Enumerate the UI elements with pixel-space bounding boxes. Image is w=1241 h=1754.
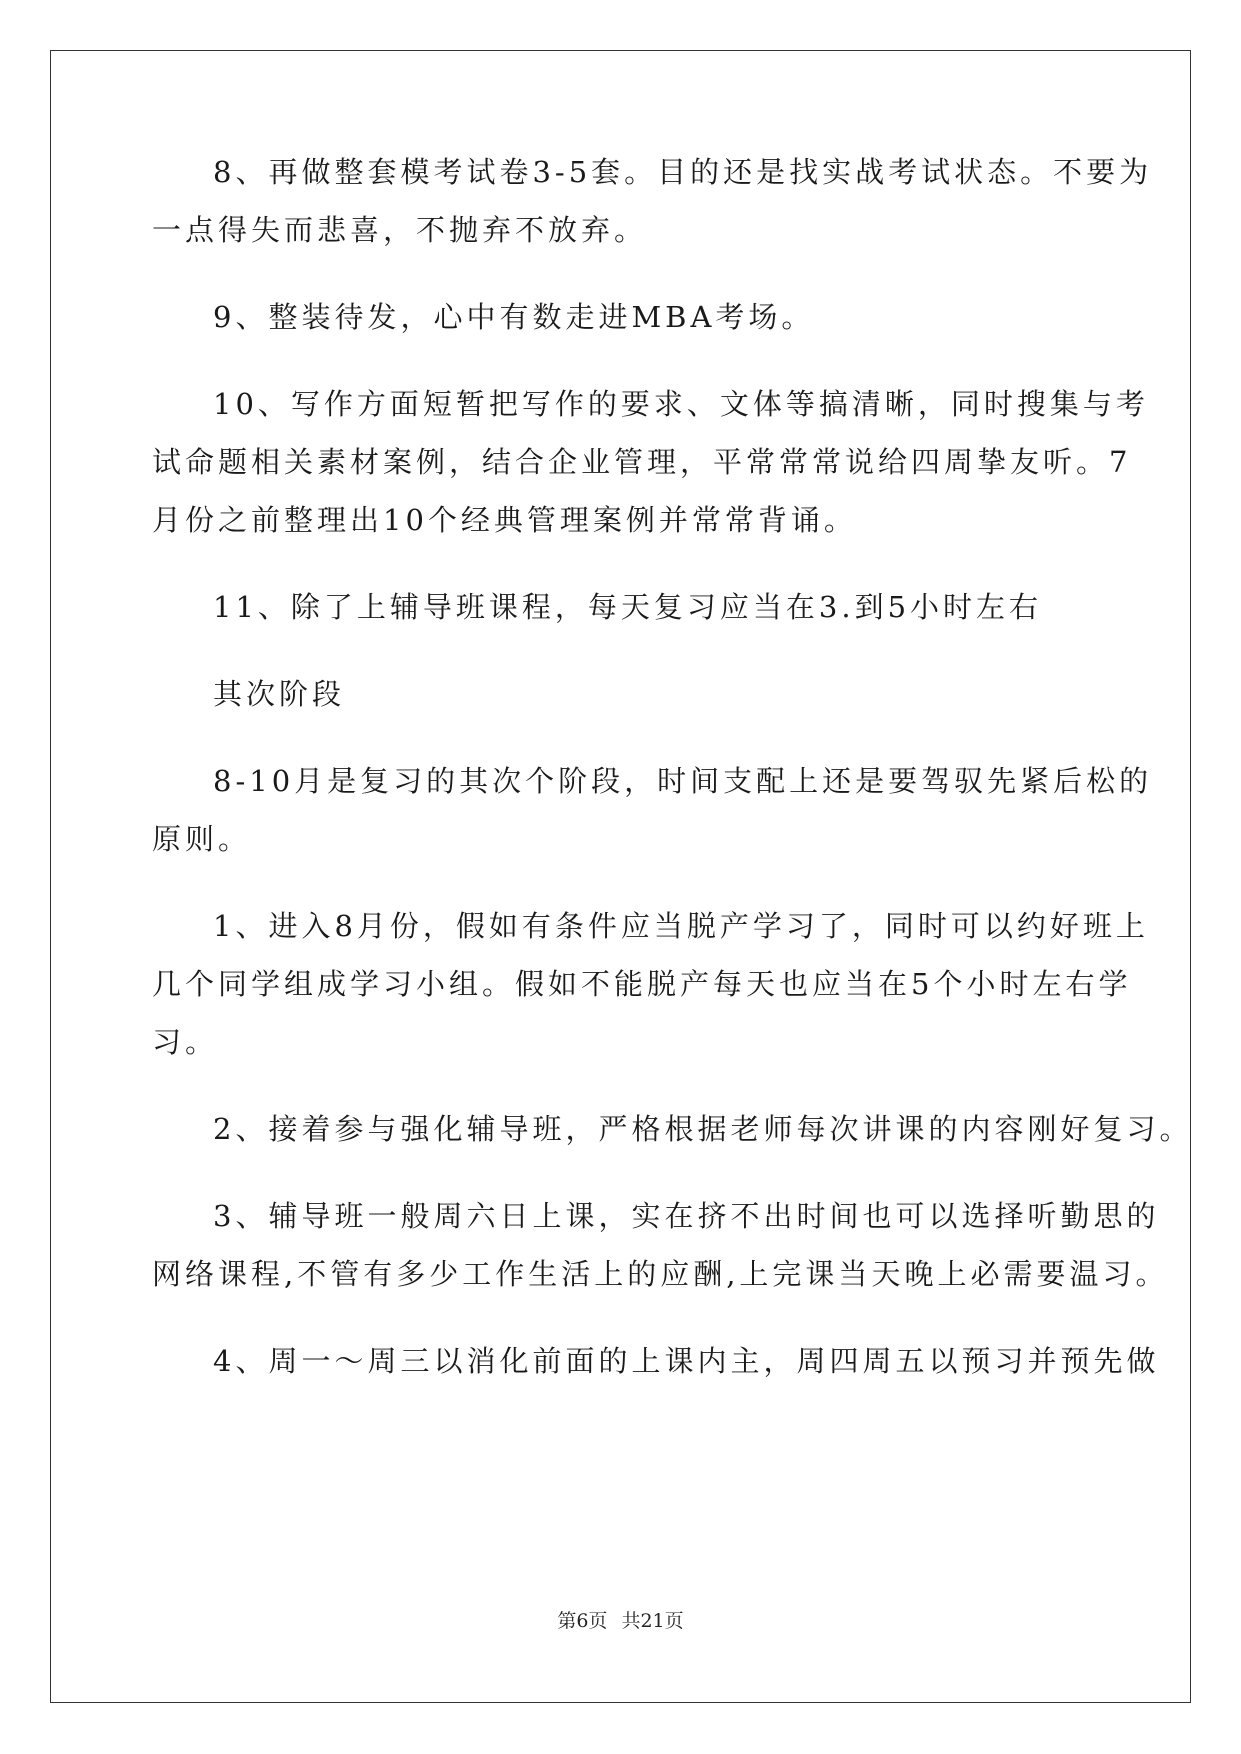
paragraph-line: 10、写作方面短暂把写作的要求、文体等搞清晰，同时搜集与考 — [213, 387, 1149, 421]
paragraph-line: 原则。 — [152, 822, 252, 856]
section-heading: 其次阶段 — [213, 677, 346, 711]
page-total: 共21页 — [621, 1610, 684, 1632]
paragraph-line: 4、周一～周三以消化前面的上课内主，周四周五以预习并预先做 — [213, 1344, 1160, 1378]
paragraph-line: 习。 — [152, 1025, 219, 1059]
paragraph-line: 8、再做整套模考试卷3-5套。目的还是找实战考试状态。不要为 — [213, 155, 1153, 189]
paragraph-line: 3、辅导班一般周六日上课，实在挤不出时间也可以选择听勤思的 — [213, 1199, 1160, 1233]
paragraph-line: 9、整装待发，心中有数走进MBA考场。 — [213, 300, 815, 334]
paragraph-line: 试命题相关素材案例，结合企业管理，平常常常说给四周挚友听。7 — [152, 445, 1132, 479]
paragraph-line: 月份之前整理出10个经典管理案例并常常背诵。 — [152, 503, 857, 537]
paragraph-line: 8-10月是复习的其次个阶段，时间支配上还是要驾驭先紧后松的 — [213, 764, 1153, 798]
paragraph-line: 2、接着参与强化辅导班，严格根据老师每次讲课的内容刚好复习。 — [213, 1112, 1193, 1146]
paragraph-line: 网络课程,不管有多少工作生活上的应酬,上完课当天晚上必需要温习。 — [152, 1257, 1169, 1291]
page-footer — [0, 1606, 1241, 1633]
paragraph-line: 一点得失而悲喜，不抛弃不放弃。 — [152, 213, 648, 247]
paragraph-line: 几个同学组成学习小组。假如不能脱产每天也应当在5个小时左右学 — [152, 967, 1132, 1001]
paragraph-line: 1、进入8月份，假如有条件应当脱产学习了，同时可以约好班上 — [213, 909, 1149, 943]
page-number: 第6页 — [557, 1610, 608, 1632]
paragraph-line: 11、除了上辅导班课程，每天复习应当在3.到5小时左右 — [213, 590, 1043, 624]
